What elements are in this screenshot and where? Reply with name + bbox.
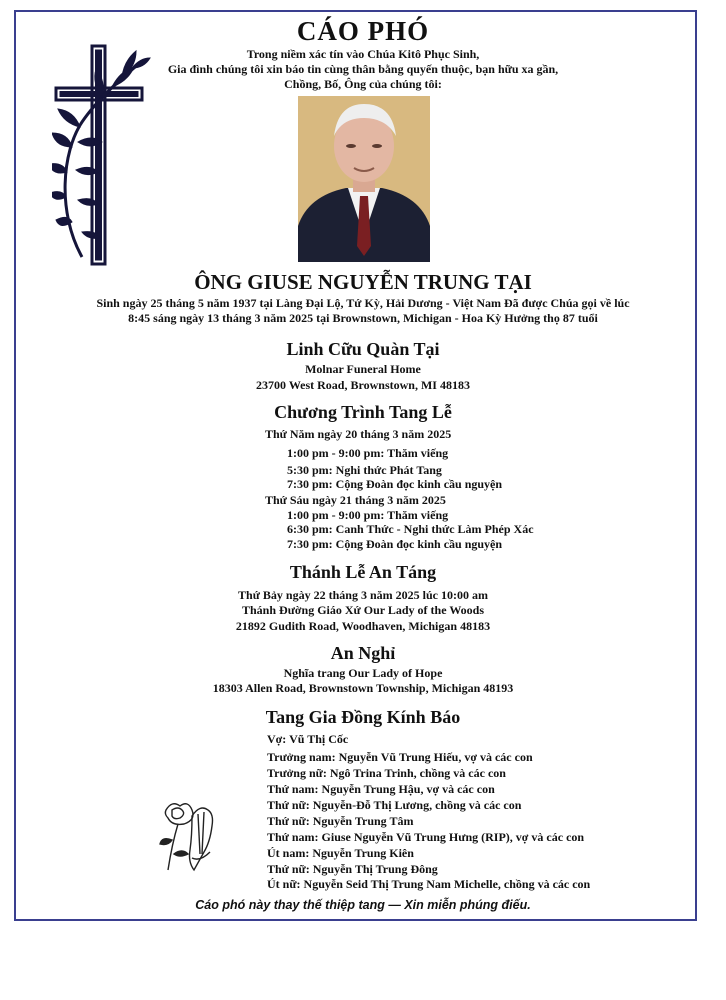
program-day1: Thứ Năm ngày 20 tháng 3 năm 2025 (265, 427, 452, 441)
cross-with-olive-branch-icon (52, 42, 152, 267)
family-member: Thứ nữ: Nguyễn-Đỗ Thị Lương, chồng và các con (267, 798, 522, 812)
program-item: 5:30 pm: Nghi thức Phát Tang (287, 463, 442, 477)
intro-line: Gia đình chúng tôi xin báo tin cùng thân bằng quyến thuộc, bạn hữu xa gần, (167, 62, 559, 76)
program-item: 1:00 pm - 9:00 pm: Thăm viếng (287, 508, 449, 522)
mass-address: 21892 Gudith Road, Woodhaven, Michigan 48183 (235, 619, 491, 633)
page-title: CÁO PHÓ (296, 16, 430, 46)
mass-church: Thánh Đường Giáo Xứ Our Lady of the Woods (242, 603, 484, 617)
intro-line: Trong niềm xác tín vào Chúa Kitô Phục Sinh, (246, 47, 480, 61)
viewing-place: Molnar Funeral Home (305, 362, 421, 376)
birth-line: Sinh ngày 25 tháng 5 năm 1937 tại Làng Đại Lộ, Tứ Kỳ, Hải Dương - Việt Nam Đã được Chúa gọi về lúc (96, 296, 630, 310)
family-member: Út nữ: Nguyễn Seid Thị Trung Nam Michelle, chồng và các con (267, 877, 591, 891)
viewing-address: 23700 West Road, Brownstown, MI 48183 (256, 378, 470, 392)
family-member: Út nam: Nguyễn Trung Kiên (267, 846, 414, 860)
rose-and-praying-hands-icon (156, 796, 218, 878)
family-member: Vợ: Vũ Thị Cốc (267, 732, 349, 746)
program-item: 7:30 pm: Cộng Đoàn đọc kinh cầu nguyện (287, 537, 503, 551)
family-member: Thứ nữ: Nguyễn Thị Trung Đông (267, 862, 438, 876)
death-line: 8:45 sáng ngày 13 tháng 3 năm 2025 tại Brownstown, Michigan - Hoa Kỳ Hưởng thọ 87 tuổi (128, 311, 598, 325)
program-item: 7:30 pm: Cộng Đoàn đọc kinh cầu nguyện (287, 477, 503, 491)
portrait-photo (298, 96, 430, 262)
birth-death-info (0, 296, 726, 326)
program-heading: Chương Trình Tang Lễ (274, 402, 452, 422)
intro-line: Chồng, Bố, Ông của chúng tôi: (284, 77, 442, 91)
mass-time: Thứ Bảy ngày 22 tháng 3 năm 2025 lúc 10:00 am (238, 588, 488, 602)
program-item: 6:30 pm: Canh Thức - Nghi thức Làm Phép Xác (287, 522, 534, 536)
family-member: Thứ nam: Nguyễn Trung Hậu, vợ và các con (267, 782, 495, 796)
family-member: Thứ nữ: Nguyễn Trung Tâm (267, 814, 414, 828)
burial-address: 18303 Allen Road, Brownstown Township, Michigan 48193 (212, 681, 514, 695)
program-day2: Thứ Sáu ngày 21 tháng 3 năm 2025 (265, 493, 446, 507)
burial-heading: An Nghỉ (330, 643, 396, 663)
footer-note: Cáo phó này thay thế thiệp tang — Xin miễn phúng điếu. (195, 898, 531, 912)
family-member: Trưởng nam: Nguyễn Vũ Trung Hiếu, vợ và các con (267, 750, 533, 764)
mass-heading: Thánh Lễ An Táng (289, 562, 437, 582)
burial-cemetery: Nghĩa trang Our Lady of Hope (283, 666, 443, 680)
deceased-name: ÔNG GIUSE NGUYỄN TRUNG TẠI (194, 270, 532, 294)
family-heading: Tang Gia Đồng Kính Báo (265, 707, 461, 727)
family-member: Thứ nam: Giuse Nguyễn Vũ Trung Hưng (RIP), vợ và các con (267, 830, 585, 844)
viewing-heading: Linh Cữu Quàn Tại (286, 339, 440, 359)
family-member: Trưởng nữ: Ngô Trina Trinh, chồng và các con (267, 766, 506, 780)
program-item: 1:00 pm - 9:00 pm: Thăm viếng (287, 446, 449, 460)
